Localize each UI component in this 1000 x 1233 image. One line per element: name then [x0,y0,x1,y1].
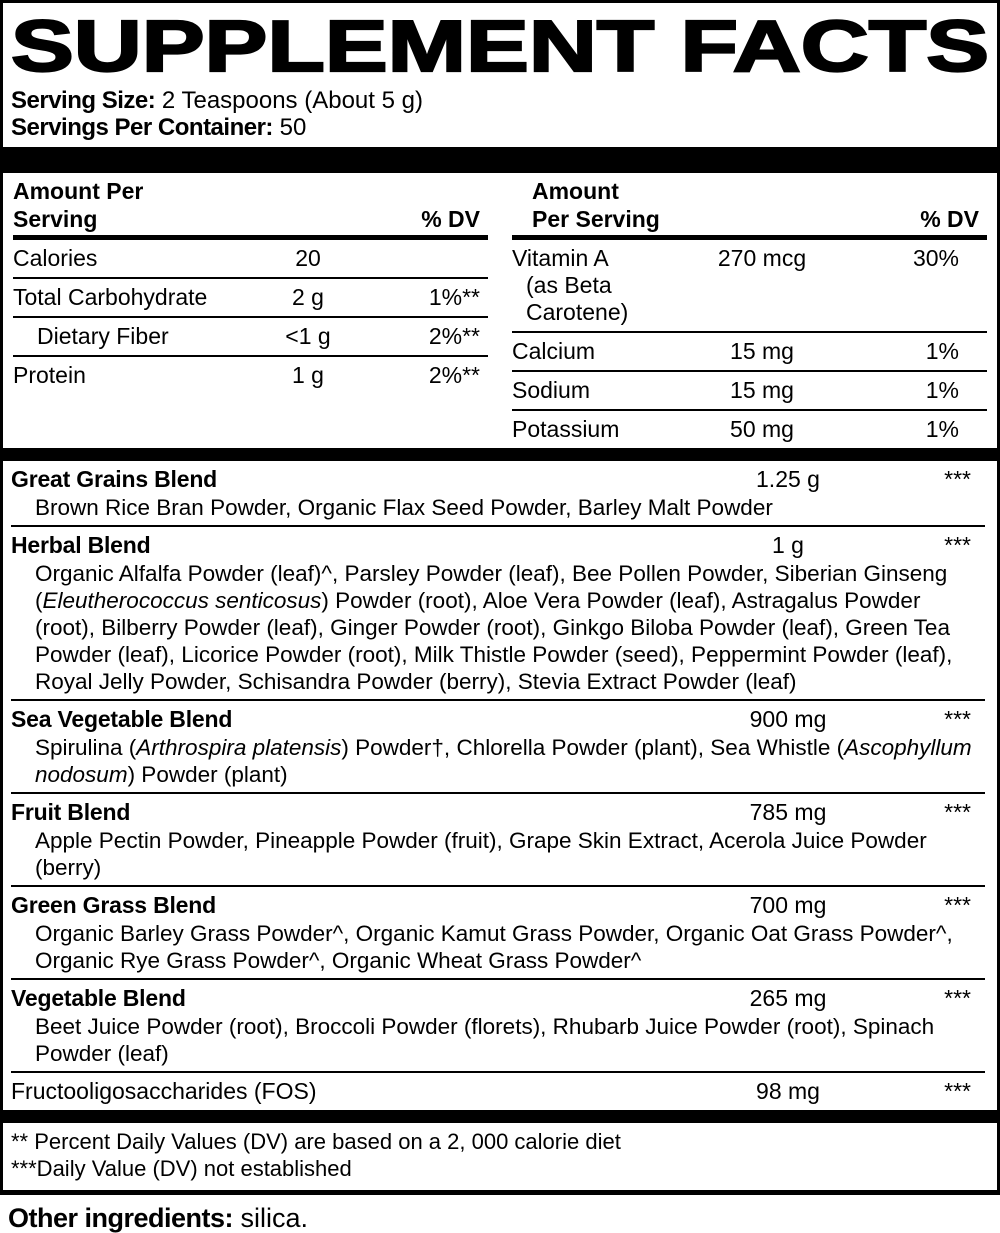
separator-bar [3,147,997,173]
nutrient-row [13,355,488,394]
blend-ingredients: Organic Barley Grass Powder^, Organic Kamut Grass Powder, Organic Oat Grass Powder^, Organic Rye Grass Powder^, Organic Wheat Grass Powder^ [35,921,953,973]
blend-name: Great Grains Blend [11,466,218,492]
nutrient-dv: 1% [925,377,959,403]
blend-name: Fruit Blend [11,799,131,825]
blend-dv: *** [944,466,971,492]
column-header-right [512,177,987,240]
blend-name: Sea Vegetable Blend [11,706,233,732]
servings-per-container-label: Servings Per Container: [11,114,273,141]
blend-ingredients [11,1106,985,1107]
nutrient-amount: <1 g [285,323,331,349]
nutrient-row [512,240,987,331]
nutrient-dv: 1% [925,338,959,364]
panel-title-wrap [3,3,997,85]
blend-ingredients: Organic Alfalfa Powder (leaf)^, Parsley Powder (leaf), Bee Pollen Powder, Siberian Ginseng (Eleutherococcus senticosus) Powder (root), Aloe Vera Powder (leaf), Astragalus Powder (root), Bilberry Powder (leaf), Ginger Powder (root), Ginkgo Biloba Powder (leaf), Green Tea Powder (leaf), Licorice Powder (root), Milk Thistle Powder (seed), Peppermint Powder (leaf), Royal Jelly Powder, Schisandra Powder (berry), Stevia Extract Powder (leaf) [35,561,953,694]
nutrient-dv: 2%** [428,323,480,349]
footnotes [3,1123,997,1190]
blend-amount: 265 mg [749,985,827,1011]
blend-name: Herbal Blend [11,532,151,558]
blend-header [11,798,985,827]
blend-header [11,531,985,560]
blend-amount: 900 mg [749,706,827,732]
blend-row [11,978,985,1071]
nutrient-amount: 20 [295,245,321,271]
separator-bar [3,1110,997,1123]
blend-header [11,984,985,1013]
nutrient-amount: 270 mcg [717,245,807,271]
blend-header [11,1077,985,1106]
blend-dv: *** [944,706,971,732]
nutrient-name-text: Calcium [512,338,596,364]
blend-row [11,792,985,885]
nutrient-row [13,277,488,316]
blend-amount: 98 mg [756,1078,820,1104]
blend-amount: 1 g [772,532,804,558]
column-header-left [13,177,488,240]
blend-name: Vegetable Blend [11,985,186,1011]
nutrient-name-text: Sodium [512,377,590,403]
blend-name: Green Grass Blend [11,892,216,918]
footnote-line: ** Percent Daily Values (DV) are based on a 2, 000 calorie diet [11,1129,621,1154]
blend-row [11,1071,985,1110]
nutrient-row [512,331,987,370]
blend-name: Fructooligosaccharides (FOS) [11,1078,317,1104]
blend-row [11,461,985,525]
nutrient-name-text: Vitamin A [512,245,609,271]
nutrient-name-sub: (as Beta Carotene) [526,272,629,325]
blend-ingredients: Beet Juice Powder (root), Broccoli Powder (florets), Rhubarb Juice Powder (root), Spinach Powder (leaf) [35,1014,935,1066]
blend-header [11,891,985,920]
blend-list [3,461,997,1110]
other-ingredients-label: Other ingredients: [8,1203,234,1233]
servings-per-container-value: 50 [279,114,307,141]
nutrient-name [512,415,662,443]
nutrient-name-text: Potassium [512,416,620,442]
nutrient-name: Dietary Fiber [37,323,169,349]
header-percent-dv: % DV [421,206,480,232]
footnote-line: ***Daily Value (DV) not established [11,1156,352,1181]
blend-amount: 700 mg [749,892,827,918]
nutrient-columns [3,173,997,448]
nutrient-name: Protein [13,362,86,388]
nutrient-row [512,370,987,409]
blend-row [11,699,985,792]
nutrient-name [512,244,662,326]
servings-per-container-line [11,114,989,141]
blend-ingredients: Apple Pectin Powder, Pineapple Powder (fruit), Grape Skin Extract, Acerola Juice Powder (berry) [35,828,927,880]
nutrient-dv: 1% [925,416,959,442]
nutrient-row [13,240,488,277]
blend-dv: *** [944,799,971,825]
nutrient-row [13,316,488,355]
blend-dv: *** [944,1078,971,1104]
blend-dv: *** [944,892,971,918]
nutrient-name [512,337,662,365]
nutrient-dv: 2%** [428,362,480,388]
other-ingredients-line [0,1195,1000,1233]
nutrient-amount: 2 g [292,284,324,310]
nutrient-dv: 30% [912,245,959,271]
nutrient-column-right [512,177,987,448]
nutrient-name: Total Carbohydrate [13,284,208,310]
blend-ingredients: Spirulina (Arthrospira platensis) Powder†, Chlorella Powder (plant), Sea Whistle (Ascophyllum nodosum) Powder (plant) [35,735,972,787]
nutrient-amount: 15 mg [730,338,794,364]
blend-ingredients: Brown Rice Bran Powder, Organic Flax Seed Powder, Barley Malt Powder [35,495,773,520]
nutrient-amount: 15 mg [730,377,794,403]
blend-amount: 1.25 g [756,466,820,492]
panel-title: SUPPLEMENT FACTS [11,9,989,83]
serving-size-label: Serving Size: [11,87,156,114]
nutrient-row [512,409,987,448]
nutrient-name [512,376,662,404]
blend-dv: *** [944,985,971,1011]
nutrient-dv: 1%** [428,284,480,310]
header-amount-per-serving: Amount Per Serving [532,178,660,232]
serving-size-line [11,87,989,114]
nutrient-name: Calories [13,245,98,271]
blend-row [11,885,985,978]
blend-dv: *** [944,532,971,558]
header-amount-per-serving: Amount Per Serving [13,178,144,232]
other-ingredients-value: silica. [240,1203,309,1233]
nutrient-amount: 1 g [292,362,324,388]
blend-amount: 785 mg [749,799,827,825]
nutrient-amount: 50 mg [730,416,794,442]
header-percent-dv: % DV [920,206,979,232]
serving-size-value: 2 Teaspoons (About 5 g) [161,87,423,114]
blend-row [11,525,985,699]
serving-info [3,85,997,147]
nutrient-column-left [13,177,488,448]
separator-bar [3,448,997,461]
blend-header [11,465,985,494]
blend-header [11,705,985,734]
panel-title-svg [11,9,993,83]
